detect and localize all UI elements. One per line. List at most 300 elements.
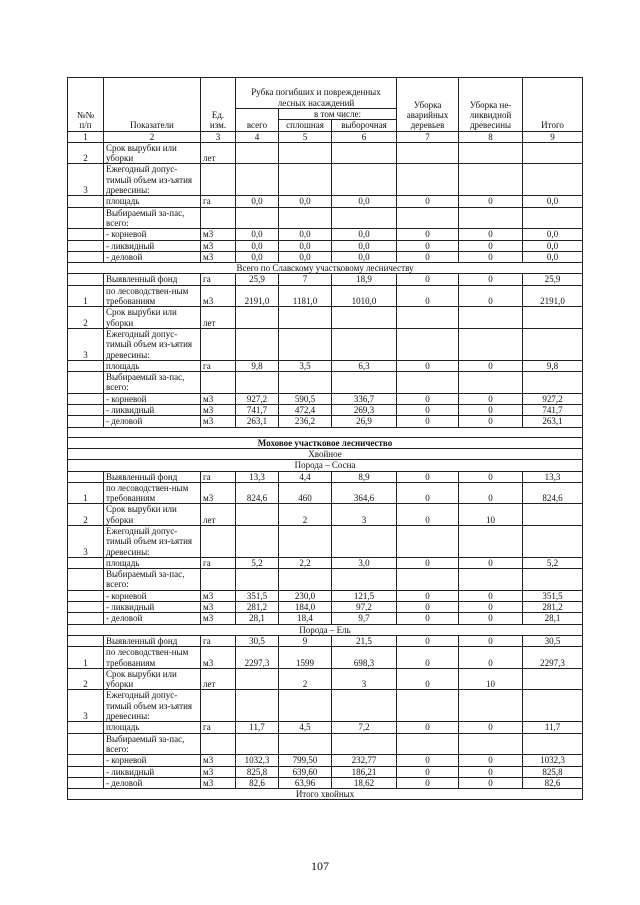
row-unit [201, 690, 236, 722]
value-cell [279, 733, 332, 755]
value-cell [459, 164, 523, 196]
value-cell: 0,0 [236, 229, 279, 240]
value-cell: 11,7 [523, 722, 583, 733]
value-cell [397, 733, 459, 755]
row-number [68, 755, 104, 766]
section-title: Моховое участковое лесничество [68, 437, 583, 448]
spacer-cell [68, 427, 583, 437]
table-row [68, 360, 583, 371]
row-number [68, 274, 104, 285]
row-unit: м3 [201, 416, 236, 427]
row-unit: м3 [201, 393, 236, 404]
row-label: Ежегодный допус-тимый объем из-ъятия древесины: [104, 164, 201, 196]
row-unit: м3 [201, 777, 236, 788]
value-cell: 13,3 [523, 471, 583, 482]
value-cell: 590,5 [279, 393, 332, 404]
value-cell: 0,0 [523, 229, 583, 240]
value-cell: 21,5 [332, 635, 397, 646]
row-number: 3 [68, 164, 104, 196]
table-row [68, 164, 583, 196]
row-label: - корневой [104, 755, 201, 766]
row-label: - ликвидный [104, 240, 201, 251]
section-row [68, 437, 583, 448]
value-cell [332, 142, 397, 164]
value-cell: 25,9 [236, 274, 279, 285]
value-cell: 9,7 [332, 613, 397, 624]
table-row [68, 416, 583, 427]
value-cell: 269,3 [332, 405, 397, 416]
value-cell: 0,0 [236, 240, 279, 251]
value-cell: 6,3 [332, 360, 397, 371]
value-cell [523, 525, 583, 557]
value-cell: 0 [397, 777, 459, 788]
row-label: по лесоводствен-ным требованиям [104, 647, 201, 669]
row-number [68, 405, 104, 416]
row-label: Ежегодный допус-тимый объем из-ъятия древесины: [104, 690, 201, 722]
value-cell: 825,8 [523, 766, 583, 777]
col-num: 1 [68, 131, 104, 142]
row-unit [201, 733, 236, 755]
row-unit: лет [201, 307, 236, 329]
section-title: Хвойное [68, 448, 583, 459]
value-cell [279, 525, 332, 557]
value-cell: 0 [397, 635, 459, 646]
value-cell: 0,0 [332, 196, 397, 207]
col-num: 5 [279, 131, 332, 142]
document-page [67, 77, 582, 800]
header-clear: сплошная [279, 120, 332, 131]
table-row [68, 647, 583, 669]
value-cell [332, 372, 397, 394]
row-unit: м3 [201, 240, 236, 251]
row-number [68, 372, 104, 394]
value-cell: 0 [459, 647, 523, 669]
value-cell: 97,2 [332, 602, 397, 613]
row-unit: м3 [201, 229, 236, 240]
value-cell [279, 207, 332, 229]
value-cell: 281,2 [236, 602, 279, 613]
table-row [68, 569, 583, 591]
value-cell [332, 690, 397, 722]
value-cell: 82,6 [236, 777, 279, 788]
row-unit [201, 569, 236, 591]
value-cell [236, 142, 279, 164]
value-cell: 3,0 [332, 557, 397, 568]
table-row [68, 251, 583, 262]
row-unit: м3 [201, 405, 236, 416]
value-cell: 0 [459, 755, 523, 766]
row-label: Ежегодный допус-тимый объем из-ъятия древесины: [104, 328, 201, 360]
col-num: 4 [236, 131, 279, 142]
value-cell [236, 525, 279, 557]
value-cell: 0 [397, 251, 459, 262]
table-row [68, 229, 583, 240]
header-unit: Ед. изм. [201, 78, 236, 132]
value-cell: 186,21 [332, 766, 397, 777]
value-cell [332, 525, 397, 557]
col-num: 6 [332, 131, 397, 142]
row-label: - деловой [104, 251, 201, 262]
value-cell: 1010,0 [332, 285, 397, 307]
row-unit: га [201, 360, 236, 371]
value-cell: 0 [397, 285, 459, 307]
value-cell [523, 164, 583, 196]
col-num: 3 [201, 131, 236, 142]
value-cell: 0 [397, 602, 459, 613]
table-row [68, 142, 583, 164]
value-cell: 1181,0 [279, 285, 332, 307]
row-label: Срок вырубки или уборки [104, 142, 201, 164]
page-number: 107 [311, 859, 329, 873]
table-row [68, 755, 583, 766]
row-label: - корневой [104, 590, 201, 601]
header-num: №№ п/п [68, 78, 104, 132]
value-cell: 281,2 [523, 602, 583, 613]
row-number [68, 613, 104, 624]
value-cell [459, 372, 523, 394]
value-cell: 9,8 [236, 360, 279, 371]
row-number [68, 733, 104, 755]
value-cell: 0 [459, 557, 523, 568]
row-label: Срок вырубки или уборки [104, 504, 201, 526]
value-cell: 25,9 [523, 274, 583, 285]
row-number [68, 635, 104, 646]
section-title: Всего по Славскому участковому лесничеству [68, 263, 583, 274]
row-unit: га [201, 196, 236, 207]
value-cell: 18,9 [332, 274, 397, 285]
row-unit: га [201, 635, 236, 646]
row-number: 1 [68, 285, 104, 307]
row-label: Выбираемый за-пас, всего: [104, 569, 201, 591]
table-row [68, 393, 583, 404]
value-cell [459, 525, 523, 557]
value-cell [523, 142, 583, 164]
value-cell: 0 [459, 240, 523, 251]
row-number [68, 229, 104, 240]
row-unit: лет [201, 142, 236, 164]
value-cell [236, 504, 279, 526]
row-label: Выявленный фонд [104, 274, 201, 285]
value-cell: 0 [459, 602, 523, 613]
row-label: - деловой [104, 777, 201, 788]
value-cell: 364,6 [332, 482, 397, 504]
row-unit [201, 525, 236, 557]
value-cell: 4,4 [279, 471, 332, 482]
value-cell: 0 [397, 405, 459, 416]
forest-felling-table [67, 77, 583, 800]
value-cell: 0,0 [523, 240, 583, 251]
value-cell: 0 [459, 471, 523, 482]
value-cell: 3,5 [279, 360, 332, 371]
value-cell: 10 [459, 668, 523, 690]
value-cell [236, 372, 279, 394]
value-cell: 0 [459, 416, 523, 427]
row-unit: м3 [201, 766, 236, 777]
row-label: площадь [104, 722, 201, 733]
table-row [68, 557, 583, 568]
row-unit: лет [201, 504, 236, 526]
value-cell [523, 372, 583, 394]
col-num: 9 [523, 131, 583, 142]
value-cell: 13,3 [236, 471, 279, 482]
value-cell [523, 328, 583, 360]
value-cell: 0 [459, 590, 523, 601]
value-cell [236, 733, 279, 755]
row-label: - корневой [104, 393, 201, 404]
value-cell [332, 207, 397, 229]
row-unit: м3 [201, 755, 236, 766]
row-number [68, 196, 104, 207]
row-number [68, 766, 104, 777]
value-cell: 3 [332, 668, 397, 690]
value-cell [523, 690, 583, 722]
value-cell: 639,60 [279, 766, 332, 777]
value-cell: 5,2 [236, 557, 279, 568]
row-unit: м3 [201, 613, 236, 624]
value-cell: 824,6 [236, 482, 279, 504]
value-cell: 263,1 [236, 416, 279, 427]
value-cell [459, 328, 523, 360]
table-row [68, 733, 583, 755]
value-cell [236, 307, 279, 329]
value-cell: 82,6 [523, 777, 583, 788]
value-cell [397, 372, 459, 394]
table-row [68, 471, 583, 482]
row-unit: лет [201, 668, 236, 690]
row-unit: м3 [201, 602, 236, 613]
value-cell: 0 [397, 613, 459, 624]
value-cell: 236,2 [279, 416, 332, 427]
value-cell: 4,5 [279, 722, 332, 733]
value-cell: 0 [397, 393, 459, 404]
row-unit [201, 164, 236, 196]
row-unit [201, 372, 236, 394]
value-cell: 28,1 [236, 613, 279, 624]
row-unit [201, 328, 236, 360]
table-row [68, 504, 583, 526]
value-cell: 0,0 [332, 229, 397, 240]
row-number: 2 [68, 668, 104, 690]
value-cell: 0 [397, 360, 459, 371]
row-unit: м3 [201, 590, 236, 601]
value-cell: 1599 [279, 647, 332, 669]
value-cell: 351,5 [236, 590, 279, 601]
value-cell [279, 328, 332, 360]
value-cell: 2297,3 [236, 647, 279, 669]
row-unit: га [201, 557, 236, 568]
value-cell [332, 328, 397, 360]
value-cell: 0 [397, 722, 459, 733]
row-number: 2 [68, 307, 104, 329]
table-row [68, 328, 583, 360]
row-label: - ликвидный [104, 766, 201, 777]
value-cell: 0 [459, 722, 523, 733]
value-cell: 28,1 [523, 613, 583, 624]
row-number [68, 471, 104, 482]
value-cell: 0 [459, 482, 523, 504]
value-cell: 698,3 [332, 647, 397, 669]
value-cell [236, 207, 279, 229]
value-cell: 0 [459, 393, 523, 404]
row-number [68, 251, 104, 262]
value-cell: 0 [397, 504, 459, 526]
value-cell [279, 307, 332, 329]
row-number [68, 207, 104, 229]
row-number [68, 393, 104, 404]
table-row [68, 613, 583, 624]
row-unit [201, 207, 236, 229]
row-number [68, 722, 104, 733]
value-cell: 121,5 [332, 590, 397, 601]
spacer-row [68, 427, 583, 437]
value-cell: 927,2 [236, 393, 279, 404]
value-cell [523, 207, 583, 229]
section-title: Порода – Сосна [68, 460, 583, 471]
value-cell: 741,7 [523, 405, 583, 416]
row-unit: га [201, 722, 236, 733]
value-cell: 799,50 [279, 755, 332, 766]
col-num: 7 [397, 131, 459, 142]
value-cell: 0 [459, 613, 523, 624]
row-label: Выявленный фонд [104, 635, 201, 646]
value-cell: 1032,3 [523, 755, 583, 766]
table-row [68, 590, 583, 601]
value-cell: 0 [459, 251, 523, 262]
table-row [68, 722, 583, 733]
row-number [68, 416, 104, 427]
row-unit: га [201, 274, 236, 285]
header-nonliquid: Уборка не- ликвидной древесины [459, 78, 523, 132]
value-cell [279, 372, 332, 394]
table-row [68, 274, 583, 285]
value-cell [332, 307, 397, 329]
value-cell: 824,6 [523, 482, 583, 504]
value-cell: 0,0 [523, 196, 583, 207]
value-cell: 0 [397, 274, 459, 285]
value-cell: 8,9 [332, 471, 397, 482]
value-cell: 2191,0 [523, 285, 583, 307]
value-cell: 30,5 [236, 635, 279, 646]
value-cell [236, 690, 279, 722]
value-cell: 0 [459, 766, 523, 777]
value-cell: 472,4 [279, 405, 332, 416]
value-cell [332, 569, 397, 591]
row-label: Срок вырубки или уборки [104, 668, 201, 690]
header-emergency: Уборка аварийных деревьев [397, 78, 459, 132]
row-number: 3 [68, 525, 104, 557]
value-cell: 0,0 [332, 240, 397, 251]
row-number: 2 [68, 504, 104, 526]
row-unit: м3 [201, 285, 236, 307]
value-cell: 0,0 [332, 251, 397, 262]
value-cell [397, 328, 459, 360]
col-num: 8 [459, 131, 523, 142]
value-cell: 26,9 [332, 416, 397, 427]
row-number [68, 590, 104, 601]
value-cell: 9,8 [523, 360, 583, 371]
value-cell: 5,2 [523, 557, 583, 568]
table-row [68, 766, 583, 777]
header-felling-group: Рубка погибших и поврежденных лесных насаждений [236, 78, 397, 109]
value-cell: 2191,0 [236, 285, 279, 307]
section-title: Порода – Ель [68, 624, 583, 635]
row-number [68, 240, 104, 251]
row-unit: м3 [201, 251, 236, 262]
row-label: Выявленный фонд [104, 471, 201, 482]
value-cell: 10 [459, 504, 523, 526]
value-cell: 927,2 [523, 393, 583, 404]
section-row [68, 789, 583, 800]
value-cell [279, 142, 332, 164]
value-cell [523, 569, 583, 591]
column-number-row [68, 131, 583, 142]
value-cell [397, 569, 459, 591]
section-row [68, 624, 583, 635]
row-label: по лесоводствен-ным требованиям [104, 285, 201, 307]
row-label: площадь [104, 360, 201, 371]
value-cell: 30,5 [523, 635, 583, 646]
value-cell: 2 [279, 668, 332, 690]
section-row [68, 448, 583, 459]
table-body [68, 142, 583, 800]
table-row [68, 372, 583, 394]
value-cell: 825,8 [236, 766, 279, 777]
value-cell [236, 668, 279, 690]
value-cell: 18,4 [279, 613, 332, 624]
table-row [68, 307, 583, 329]
value-cell [523, 504, 583, 526]
row-label: - ликвидный [104, 405, 201, 416]
value-cell: 184,0 [279, 602, 332, 613]
value-cell [236, 569, 279, 591]
row-label: по лесоводствен-ным требованиям [104, 482, 201, 504]
value-cell [523, 307, 583, 329]
value-cell: 0 [397, 471, 459, 482]
row-label: площадь [104, 196, 201, 207]
row-number [68, 777, 104, 788]
table-row [68, 285, 583, 307]
value-cell: 351,5 [523, 590, 583, 601]
value-cell: 0 [397, 668, 459, 690]
value-cell: 18,62 [332, 777, 397, 788]
row-number: 1 [68, 647, 104, 669]
value-cell [523, 668, 583, 690]
row-label: Выбираемый за-пас, всего: [104, 733, 201, 755]
header-total-sub: всего [236, 109, 279, 132]
value-cell: 0 [397, 766, 459, 777]
value-cell [332, 164, 397, 196]
row-label: Срок вырубки или уборки [104, 307, 201, 329]
value-cell [279, 569, 332, 591]
row-number: 1 [68, 482, 104, 504]
value-cell: 0 [397, 416, 459, 427]
row-unit: м3 [201, 647, 236, 669]
value-cell [397, 690, 459, 722]
row-label: Выбираемый за-пас, всего: [104, 207, 201, 229]
value-cell [279, 164, 332, 196]
section-row [68, 263, 583, 274]
value-cell: 0 [397, 240, 459, 251]
value-cell: 0 [397, 590, 459, 601]
value-cell: 0,0 [523, 251, 583, 262]
value-cell: 1032,3 [236, 755, 279, 766]
table-row [68, 405, 583, 416]
value-cell [459, 207, 523, 229]
col-num: 2 [104, 131, 201, 142]
value-cell: 232,77 [332, 755, 397, 766]
value-cell [397, 142, 459, 164]
row-label: - корневой [104, 229, 201, 240]
